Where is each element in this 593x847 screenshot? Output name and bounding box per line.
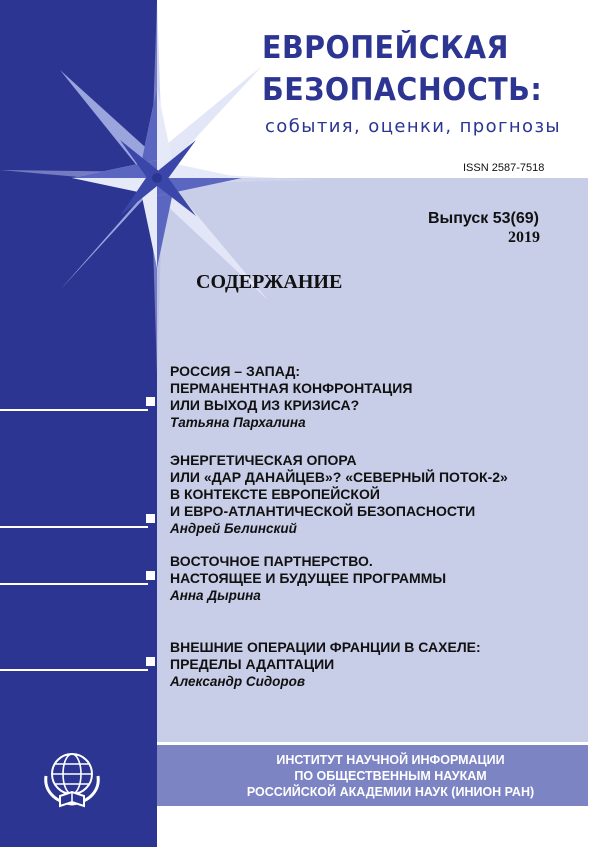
article-title-line: ПРЕДЕЛЫ АДАПТАЦИИ <box>170 656 335 672</box>
article-title-line: ЭНЕРГЕТИЧЕСКАЯ ОПОРА <box>170 452 357 468</box>
leader-line <box>0 583 148 585</box>
issue-year: 2019 <box>508 229 540 246</box>
leader-marker <box>146 397 155 406</box>
institute-line: ИНСТИТУТ НАУЧНОЙ ИНФОРМАЦИИ <box>276 753 505 767</box>
leader-line <box>0 526 148 528</box>
article-title-line: ВНЕШНИЕ ОПЕРАЦИИ ФРАНЦИИ В САХЕЛЕ: <box>170 639 481 655</box>
article-4[interactable] <box>170 639 580 690</box>
bottom-strip <box>157 806 588 847</box>
institute-line: ПО ОБЩЕСТВЕННЫМ НАУКАМ <box>294 769 487 783</box>
article-title-line: НАСТОЯЩЕЕ И БУДУЩЕЕ ПРОГРАММЫ <box>170 570 447 586</box>
inion-logo-icon <box>40 746 104 810</box>
article-title-line: И ЕВРО-АТЛАНТИЧЕСКОЙ БЕЗОПАСНОСТИ <box>170 503 476 519</box>
article-1[interactable] <box>170 363 580 431</box>
leader-marker <box>146 571 155 580</box>
leader-line <box>0 669 148 671</box>
page-edge <box>588 0 593 847</box>
article-author: Анна Дырина <box>170 588 261 603</box>
article-title-line: ИЛИ «ДАР ДАНАЙЦЕВ»? «СЕВЕРНЫЙ ПОТОК-2» <box>170 469 508 485</box>
institute-name <box>208 752 573 800</box>
article-title-line: РОССИЯ – ЗАПАД: <box>170 363 300 379</box>
leader-marker <box>146 657 155 666</box>
contents-heading: СОДЕРЖАНИЕ <box>196 271 343 293</box>
article-author: Татьяна Пархалина <box>170 415 306 430</box>
leader-line <box>0 409 148 411</box>
journal-subtitle: события, оценки, прогнозы <box>265 116 562 137</box>
journal-title-line1: ЕВРОПЕЙСКАЯ <box>262 30 509 66</box>
article-2[interactable] <box>170 452 580 537</box>
issue-number: Выпуск 53(69) <box>428 210 539 227</box>
journal-title-line2: БЕЗОПАСНОСТЬ: <box>262 72 543 108</box>
issn-number: ISSN 2587-7518 <box>463 162 545 174</box>
article-author: Александр Сидоров <box>170 674 306 689</box>
article-title-line: ПЕРМАНЕНТНАЯ КОНФРОНТАЦИЯ <box>170 380 413 396</box>
article-author: Андрей Белинский <box>170 521 297 536</box>
article-title-line: ВОСТОЧНОЕ ПАРТНЕРСТВО. <box>170 553 373 569</box>
article-title-line: ИЛИ ВЫХОД ИЗ КРИЗИСА? <box>170 397 360 413</box>
article-3[interactable] <box>170 553 580 604</box>
institute-line: РОССИЙСКОЙ АКАДЕМИИ НАУК (ИНИОН РАН) <box>246 785 535 799</box>
leader-marker <box>146 514 155 523</box>
article-title-line: В КОНТЕКСТЕ ЕВРОПЕЙСКОЙ <box>170 486 380 502</box>
